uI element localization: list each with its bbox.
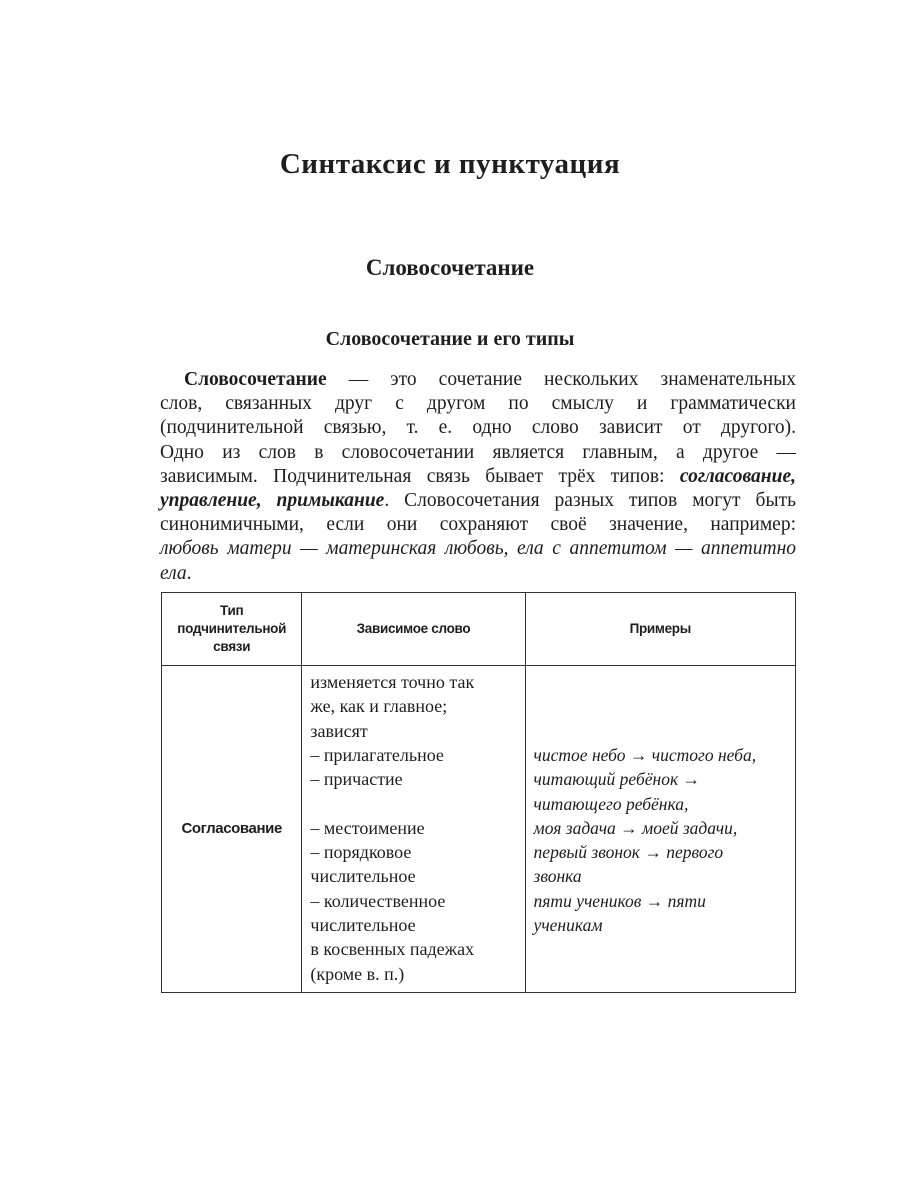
examples-cell: чистое небо → чистого неба, читающий ребёнок → читающего ребёнка, моя задача → моей задачи, первый звонок → первого звонка пяти учеников → пяти ученикам xyxy=(525,666,795,993)
subsection-title: Словосочетание и его типы xyxy=(325,328,575,350)
header-examples: Примеры xyxy=(525,593,795,666)
paragraph-line: Словосочетание — это сочетание нескольких знаменательных xyxy=(184,369,796,390)
paragraph-line: любовь матери — материнская любовь, ела с аппетитом — аппетитно xyxy=(160,538,796,560)
connection-types-table xyxy=(161,592,796,993)
emphasis: управление, примыкание xyxy=(160,490,385,512)
header-dependent: Зависимое слово xyxy=(302,593,525,666)
chapter-title: Синтаксис и пунктуация xyxy=(279,148,621,180)
table-row xyxy=(162,666,796,993)
definition-paragraph xyxy=(160,368,796,586)
dependent-cell: изменяется точно так же, как и главное; зависят – прилагательное – причастие – местоимение – порядковое числительное – количественное числительное в косвенных падежах (кроме в. п.) xyxy=(302,666,525,993)
header-type: Тип подчинительной связи xyxy=(162,593,302,666)
section-title: Словосочетание xyxy=(365,255,535,280)
paragraph-line: зависимым. Подчинительная связь бывает трёх типов: согласование, xyxy=(160,465,796,487)
paragraph-line: Одно из слов в словосочетании является главным, а другое — xyxy=(160,441,796,463)
type-cell: Согласование xyxy=(162,666,302,993)
paragraph-line: синонимичными, если они сохраняют своё значение, например: xyxy=(160,514,796,536)
paragraph-line: слов, связанных друг с другом по смыслу и грамматически xyxy=(160,393,796,415)
paragraph-line: управление, примыкание. Словосочетания разных типов могут быть xyxy=(160,490,796,512)
term: Словосочетание xyxy=(184,369,327,390)
paragraph-line: ела. xyxy=(160,562,192,584)
emphasis: согласование, xyxy=(679,465,796,487)
table-header-row xyxy=(162,593,796,666)
paragraph-line: (подчинительной связью, т. е. одно слово зависит от другого). xyxy=(160,417,796,439)
